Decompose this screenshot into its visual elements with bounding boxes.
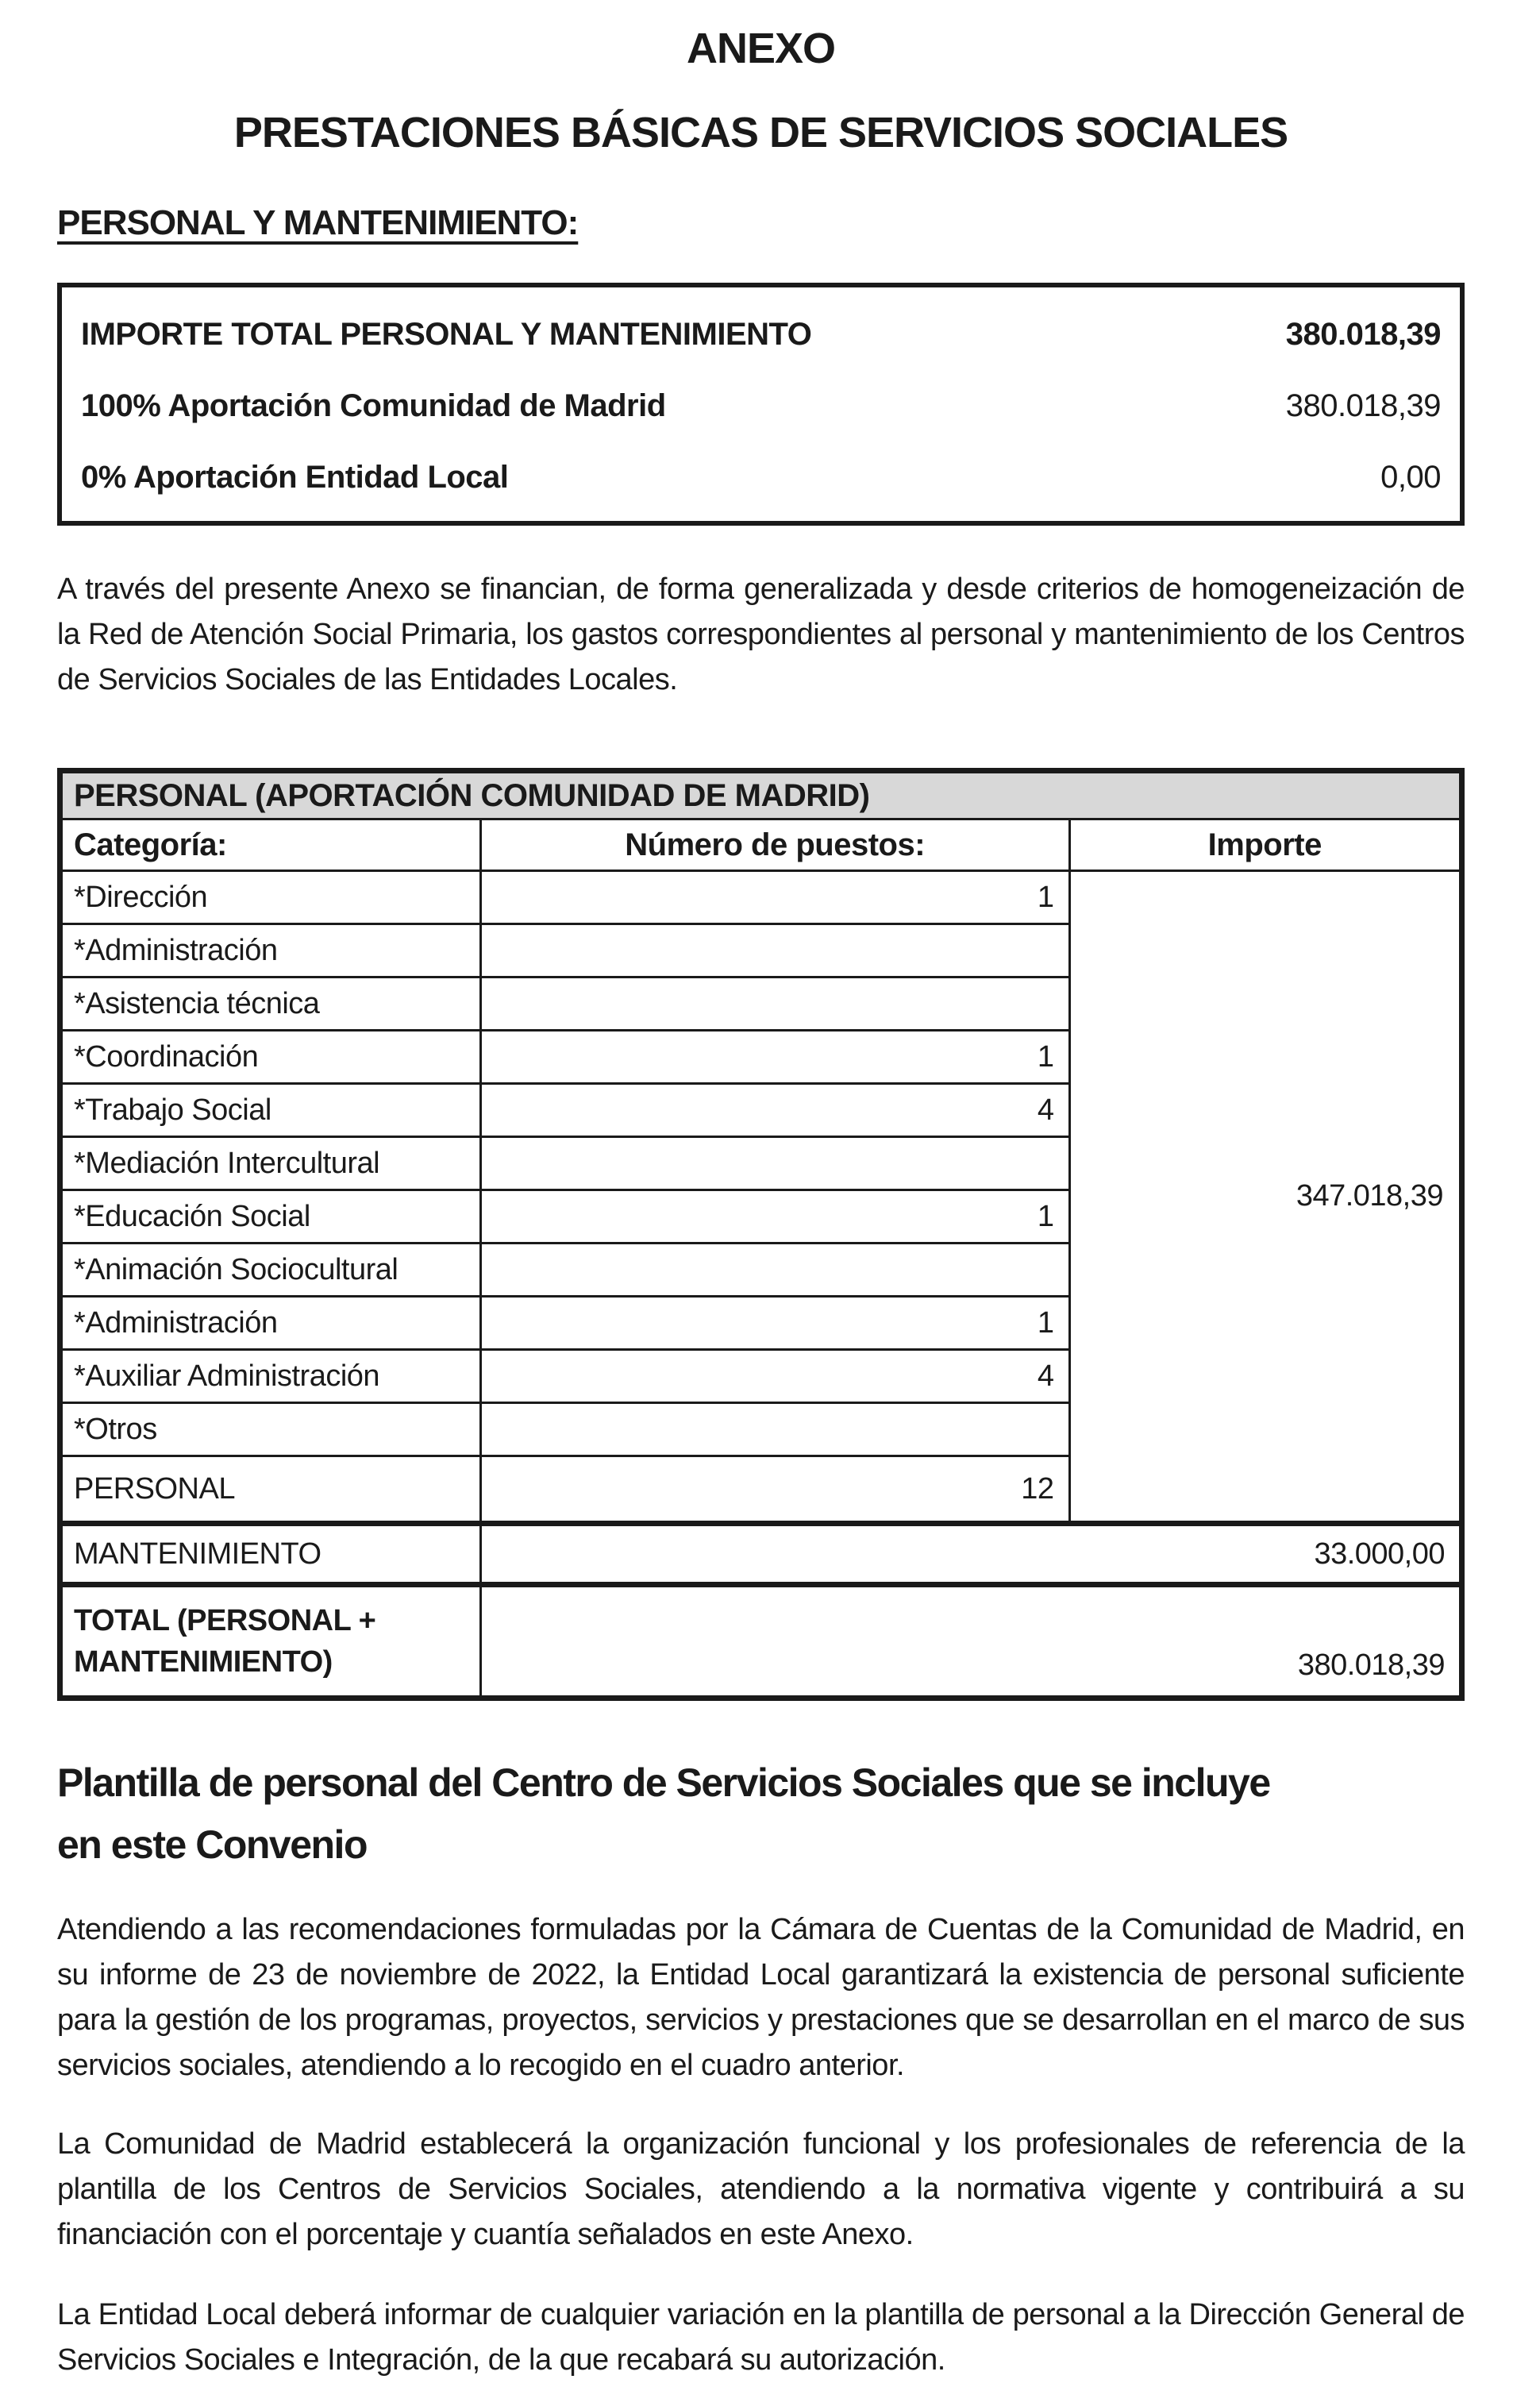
col-header-categoria: Categoría:: [60, 819, 481, 871]
table-title-row: [60, 771, 1462, 819]
personal-subtotal-label: PERSONAL: [60, 1456, 481, 1524]
puestos-value: 1: [480, 871, 1069, 924]
category-label: *Educación Social: [60, 1190, 481, 1244]
personal-table: [57, 768, 1465, 1701]
category-label: *Administración: [60, 924, 481, 977]
paragraph-atendiendo: Atendiendo a las recomendaciones formuladas por la Cámara de Cuentas de la Comunidad de Madrid, en su informe de 23 de noviembre de 2022, la Entidad Local garantizará la existencia de personal suficiente para la gestión de los programas, proyectos, servicios y prestaciones que se desarrollan en el marco de sus servicios sociales, atendiendo a lo recogido en el cuadro anterior.: [57, 1913, 1465, 2082]
category-label: *Dirección: [60, 871, 481, 924]
puestos-value: [480, 924, 1069, 977]
page-subtitle: PRESTACIONES BÁSICAS DE SERVICIOS SOCIALES: [233, 109, 1288, 156]
intro-paragraph: A través del presente Anexo se financian, de forma generalizada y desde criterios de homogeneización de la Red de Atención Social Primaria, los gastos correspondientes al personal y mantenimiento de los Centros de Servicios Sociales de las Entidades Locales.: [57, 573, 1465, 696]
summary-row-aportacion-el: [62, 442, 1460, 513]
paragraph-comunidad: La Comunidad de Madrid establecerá la organización funcional y los profesionales de referencia de la plantilla de los Centros de Servicios Sociales, atendiendo a la normativa vigente y contribuirá a su financiación con el porcentaje y cuantía señalados en este Anexo.: [57, 2127, 1465, 2251]
summary-row-aportacion-cm: [62, 370, 1460, 442]
puestos-value: 1: [480, 1297, 1069, 1350]
summary-value: 380.018,39: [1285, 316, 1441, 352]
plantilla-heading: [57, 1752, 1465, 1876]
category-label: *Asistencia técnica: [60, 977, 481, 1031]
puestos-value: 1: [480, 1190, 1069, 1244]
personal-table-title: PERSONAL (APORTACIÓN COMUNIDAD DE MADRID): [60, 771, 1462, 819]
total-label: [60, 1585, 481, 1699]
puestos-value: [480, 1244, 1069, 1297]
puestos-value: [480, 1403, 1069, 1456]
summary-value: 0,00: [1380, 459, 1441, 495]
plantilla-heading-line2: en este Convenio: [57, 1822, 367, 1867]
importe-personal-merged: 347.018,39: [1069, 871, 1461, 1524]
category-label: *Coordinación: [60, 1031, 481, 1084]
puestos-value: 4: [480, 1084, 1069, 1137]
puestos-value: [480, 977, 1069, 1031]
total-importe: 380.018,39: [480, 1585, 1461, 1699]
table-row-mantenimiento: [60, 1524, 1462, 1585]
plantilla-heading-line1: Plantilla de personal del Centro de Servicios Sociales que se incluye: [57, 1760, 1270, 1805]
summary-label: 100% Aportación Comunidad de Madrid: [81, 388, 666, 423]
puestos-value: 1: [480, 1031, 1069, 1084]
summary-label: 0% Aportación Entidad Local: [81, 459, 509, 495]
category-label: *Animación Sociocultural: [60, 1244, 481, 1297]
category-label: *Mediación Intercultural: [60, 1137, 481, 1190]
puestos-value: [480, 1137, 1069, 1190]
summary-row-importe-total: [62, 299, 1460, 370]
category-label: *Administración: [60, 1297, 481, 1350]
mantenimiento-label: MANTENIMIENTO: [60, 1524, 481, 1585]
category-label: *Trabajo Social: [60, 1084, 481, 1137]
summary-label: IMPORTE TOTAL PERSONAL Y MANTENIMIENTO: [81, 316, 812, 352]
summary-table: [57, 283, 1465, 526]
table-row-total: [60, 1585, 1462, 1699]
col-header-puestos: Número de puestos:: [480, 819, 1069, 871]
summary-value: 380.018,39: [1285, 388, 1441, 423]
mantenimiento-importe: 33.000,00: [480, 1524, 1461, 1585]
page-title: ANEXO: [686, 25, 836, 72]
personal-subtotal-puestos: 12: [480, 1456, 1069, 1524]
category-label: *Auxiliar Administración: [60, 1350, 481, 1403]
table-row-direccion: [60, 871, 1462, 924]
category-label: *Otros: [60, 1403, 481, 1456]
section-heading: PERSONAL Y MANTENIMIENTO:: [57, 203, 579, 242]
puestos-value: 4: [480, 1350, 1069, 1403]
col-header-importe: Importe: [1069, 819, 1461, 871]
table-header-row: [60, 819, 1462, 871]
total-label-line2: MANTENIMIENTO): [74, 1645, 333, 1679]
paragraph-entidad-local: La Entidad Local deberá informar de cualquier variación en la plantilla de personal a la Dirección General de Servicios Sociales e Integración, de la que recabará su autorización.: [57, 2298, 1465, 2377]
total-label-line1: TOTAL (PERSONAL +: [74, 1604, 376, 1637]
